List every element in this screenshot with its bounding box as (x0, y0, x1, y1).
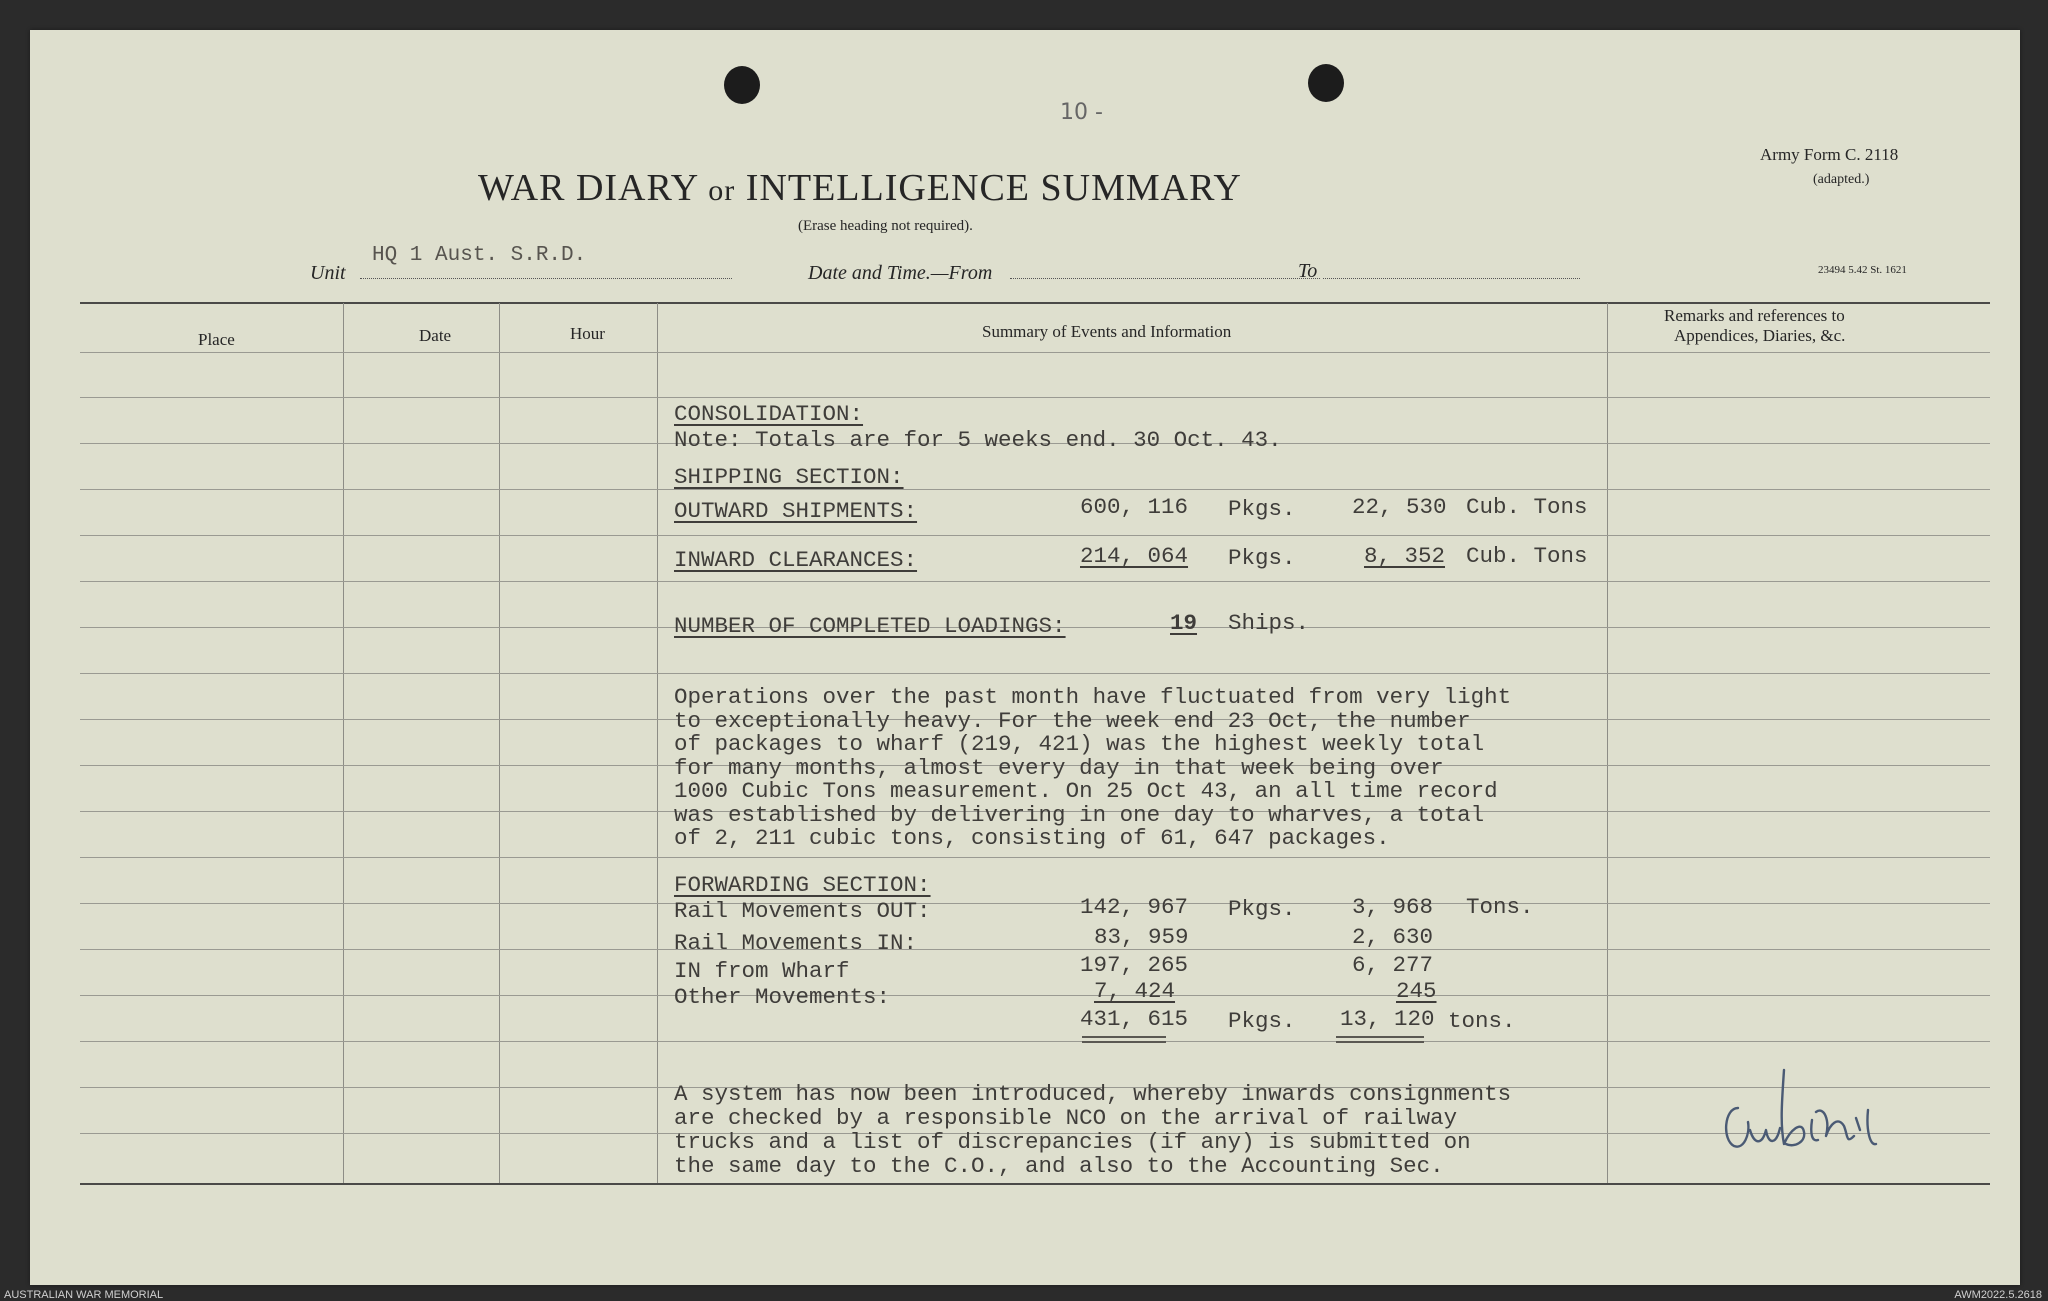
punch-hole-right (1308, 64, 1344, 102)
total-tons-unit: tons. (1448, 1008, 1516, 1034)
total-pkgs-double-rule (1082, 1041, 1166, 1043)
in-from-wharf-label: IN from Wharf (674, 958, 850, 984)
ruled-line (80, 903, 1990, 904)
rail-out-pkgs: 142, 967 (1080, 894, 1189, 920)
paragraph-line: are checked by a responsible NCO on the arrival of railway (674, 1105, 1458, 1131)
paragraph-line: A system has now been introduced, whereby inwards consignments (674, 1081, 1512, 1107)
inward-tons-unit: Cub. Tons (1466, 543, 1588, 569)
ruled-line (80, 673, 1990, 674)
forwarding-section-heading: FORWARDING SECTION: (674, 872, 931, 898)
completed-loadings-value: 19 (1170, 610, 1198, 636)
paragraph-line: of 2, 211 cubic tons, consisting of 61, 647 packages. (674, 825, 1390, 851)
rail-out-pkgs-unit: Pkgs. (1228, 896, 1296, 922)
col-divider-date-hour (499, 303, 500, 1183)
column-header-hour: Hour (570, 324, 605, 343)
title-intelligence-summary: INTELLIGENCE SUMMARY (745, 167, 1242, 209)
consolidation-heading: CONSOLIDATION: (674, 401, 864, 427)
unit-value: HQ 1 Aust. S.R.D. (372, 244, 587, 267)
ruled-line (80, 949, 1990, 950)
other-movements-tons: 245 (1396, 978, 1437, 1004)
rail-out-tons: 3, 968 (1352, 894, 1434, 920)
col-divider-summary-remarks (1607, 303, 1608, 1183)
ruled-line (80, 1041, 1990, 1042)
rail-in-label: Rail Movements IN: (674, 930, 918, 956)
title-or: or (708, 174, 736, 207)
table-top-rule (80, 302, 1990, 304)
footer-accession-number: AWM2022.5.2618 (1954, 1289, 2042, 1301)
total-pkgs: 431, 615 (1080, 1006, 1189, 1032)
completed-loadings-unit: Ships. (1228, 610, 1310, 636)
operations-paragraph (674, 686, 1511, 851)
in-from-wharf-tons: 6, 277 (1352, 952, 1434, 978)
paragraph-line: Operations over the past month have fluctuated from very light (674, 684, 1512, 710)
total-pkgs-unit: Pkgs. (1228, 1008, 1296, 1034)
ruled-line (80, 489, 1990, 490)
column-header-date: Date (419, 326, 452, 345)
paragraph-line: 1000 Cubic Tons measurement. On 25 Oct 43, an all time record (674, 778, 1498, 804)
paragraph-line: was established by delivering in one day to wharves, a total (674, 801, 1485, 828)
totals-note: Note: Totals are for 5 weeks end. 30 Oct. 43. (674, 427, 1282, 453)
ruled-line (80, 352, 1990, 353)
punch-hole-left (724, 66, 760, 104)
ruled-line (80, 995, 1990, 996)
inward-pkgs-unit: Pkgs. (1228, 545, 1296, 571)
inward-clearances-label: INWARD CLEARANCES: (674, 547, 918, 573)
footer-institution: AUSTRALIAN WAR MEMORIAL (4, 1289, 164, 1301)
ruled-line (80, 535, 1990, 536)
unit-label: Unit (310, 262, 346, 284)
shipping-section-heading: SHIPPING SECTION: (674, 464, 904, 490)
paragraph-line: trucks and a list of discrepancies (if any) is submitted on (674, 1129, 1471, 1155)
col-divider-place-date (343, 303, 344, 1183)
total-tons: 13, 120 (1340, 1006, 1435, 1032)
paragraph-line: the same day to the C.O., and also to the Accounting Sec. (674, 1153, 1444, 1179)
in-from-wharf-pkgs: 197, 265 (1080, 952, 1189, 978)
column-header-remarks-line2: Appendices, Diaries, &c. (1674, 326, 1846, 345)
table-bottom-rule (80, 1183, 1990, 1185)
date-time-label: Date and Time.—From (808, 262, 993, 284)
rail-out-label: Rail Movements OUT: (674, 898, 931, 924)
outward-pkgs-unit: Pkgs. (1228, 496, 1296, 522)
col-divider-hour-summary (657, 303, 658, 1183)
outward-pkgs: 600, 116 (1080, 494, 1189, 520)
form-number: Army Form C. 2118 (1760, 145, 1899, 164)
ruled-line (80, 397, 1990, 398)
rail-out-tons-unit: Tons. (1466, 894, 1534, 920)
total-tons-double-rule (1336, 1041, 1424, 1043)
outward-tons: 22, 530 (1352, 494, 1447, 520)
rail-in-pkgs: 83, 959 (1094, 924, 1189, 950)
total-tons-double-rule (1336, 1036, 1424, 1038)
column-header-summary: Summary of Events and Information (982, 322, 1232, 341)
date-to-label: To (1298, 260, 1318, 282)
column-header-place: Place (198, 330, 235, 349)
completed-loadings-label: NUMBER OF COMPLETED LOADINGS: (674, 613, 1066, 639)
date-to-line (1323, 278, 1580, 279)
page-number: 10 - (1060, 100, 1103, 125)
date-from-line (1010, 278, 1320, 279)
paragraph-line: for many months, almost every day in that week being over (674, 754, 1444, 781)
ruled-line (80, 581, 1990, 582)
outward-shipments-label: OUTWARD SHIPMENTS: (674, 498, 918, 524)
paragraph-line: of packages to wharf (219, 421) was the highest weekly total (674, 731, 1485, 757)
ruled-line (80, 857, 1990, 858)
handwritten-signature (1720, 1060, 1890, 1170)
paragraph-line: to exceptionally heavy. For the week end 23 Oct, the number (674, 707, 1471, 734)
rail-in-tons: 2, 630 (1352, 924, 1434, 950)
page-title (478, 166, 1242, 210)
inward-pkgs: 214, 064 (1080, 543, 1189, 569)
form-adapted: (adapted.) (1813, 172, 1870, 187)
unit-line (360, 278, 732, 279)
war-diary-page (30, 30, 2020, 1285)
title-war-diary: WAR DIARY (478, 167, 698, 209)
title-subtitle: (Erase heading not required). (798, 218, 973, 234)
system-paragraph (674, 1082, 1511, 1178)
other-movements-label: Other Movements: (674, 984, 891, 1010)
other-movements-pkgs: 7, 424 (1094, 978, 1176, 1004)
form-print-code: 23494 5.42 St. 1621 (1818, 264, 1907, 276)
outward-tons-unit: Cub. Tons (1466, 494, 1588, 520)
total-pkgs-double-rule (1082, 1036, 1166, 1038)
inward-tons: 8, 352 (1364, 543, 1446, 569)
column-header-remarks-line1: Remarks and references to (1664, 306, 1845, 325)
